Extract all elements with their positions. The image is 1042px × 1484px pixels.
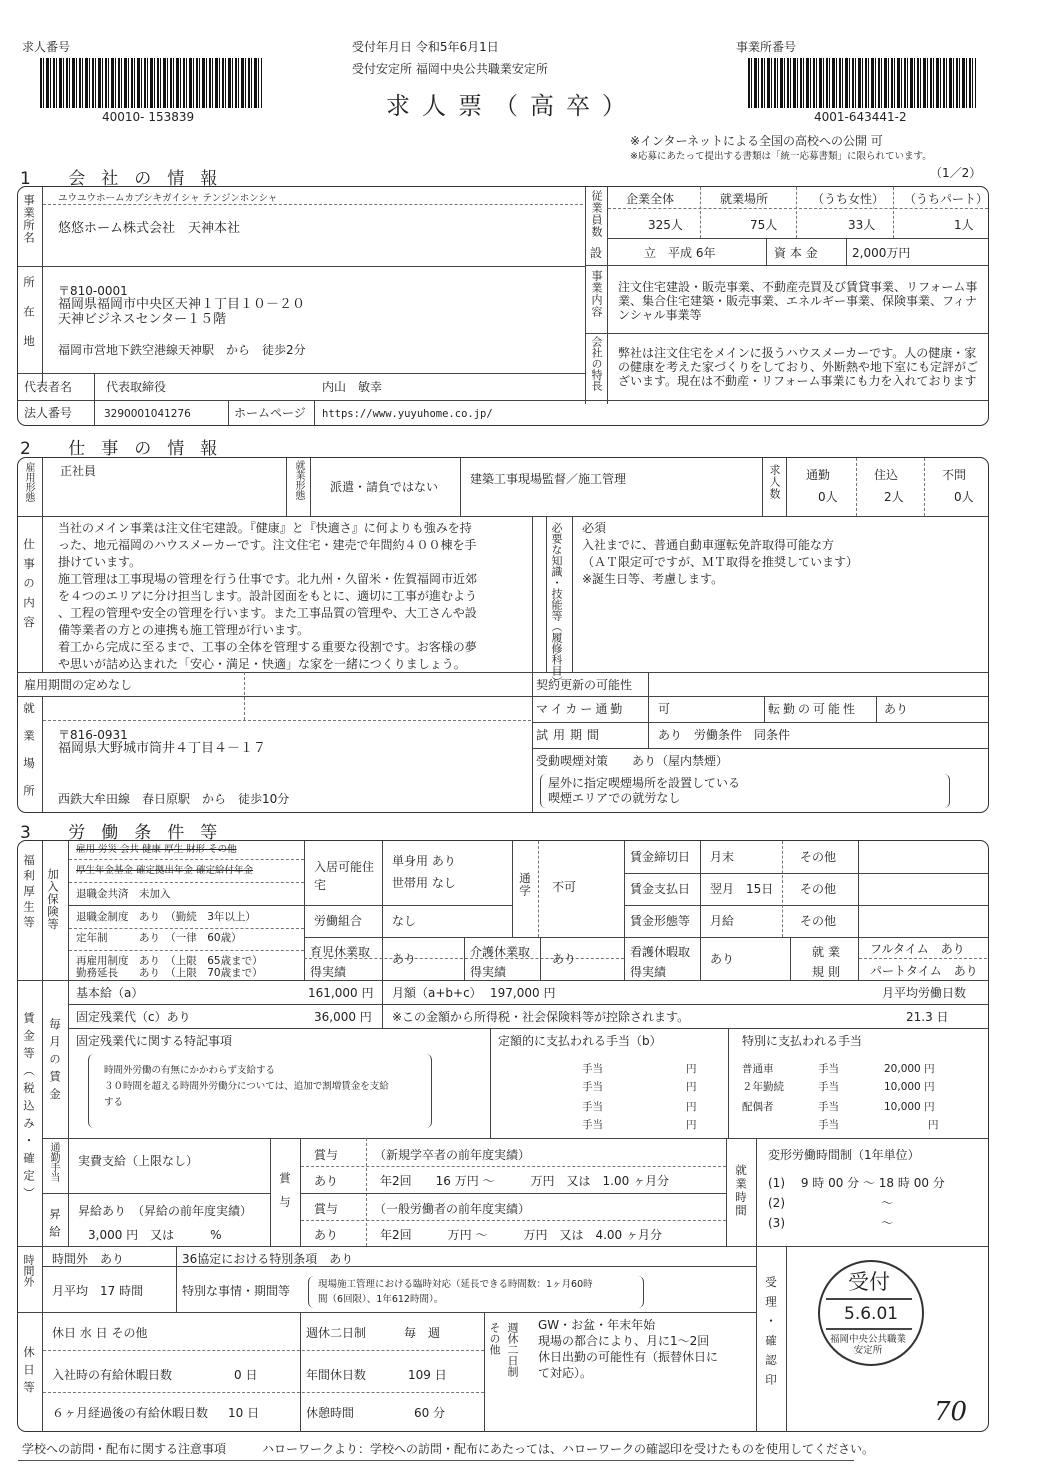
teate-yen-1: 円	[686, 1063, 697, 1075]
shukyu-label: 週休二日制	[306, 1326, 367, 1340]
daihyo-title: 代表取締役	[106, 380, 167, 394]
kyujin-bango: 40010- 153839	[102, 110, 195, 124]
sonota-label: その他	[488, 1322, 501, 1355]
teate-4: 手当	[582, 1119, 603, 1131]
shokushu: 建築工事現場監督／施工管理	[470, 472, 627, 486]
tsugaku-label: 通学	[518, 872, 532, 897]
gw-line2: 現場の都合により、月に1〜2回	[538, 1334, 710, 1348]
tokucho-line2: の健康を考えた家づくりをしており、外断熱や地下室にも定評がご	[618, 360, 979, 374]
taishoku-seido: 退職金制度 あり （勤続 3年以上）	[76, 911, 256, 923]
n-kigyo: 325人	[648, 218, 683, 232]
toku-amount-4: 円	[928, 1119, 939, 1131]
kojo-note: ※この金額から所得税・社会保険料等が控除されます。	[392, 1010, 690, 1024]
gw-line3: 休日出勤の可能性有（振替休日に	[538, 1350, 719, 1364]
shugyo-jikan-label: 就業時間	[734, 1164, 748, 1218]
kotei-label: 固定残業代（c）あり	[76, 1010, 191, 1024]
heikin: 21.3 日	[906, 1010, 949, 1024]
setsuritsu-label: 設 立	[590, 246, 663, 260]
shoyo1-line: 年2回 16 万円 〜 万円 又は 1.00 ヶ月分	[380, 1174, 670, 1188]
fukuri-label: 福利厚生等	[22, 854, 36, 932]
teate-yen-4: 円	[686, 1119, 697, 1131]
naiyo-line: った、地元福岡のハウスメーカーです。注文住宅・建売で年間約４００棟を手	[58, 538, 477, 552]
n-josei: 33人	[848, 218, 876, 232]
toku-name-3: 配偶者	[742, 1101, 774, 1113]
handwritten-number: 70	[934, 1397, 968, 1427]
naiyo-label: 仕事の内容	[22, 538, 36, 636]
teate-yen-2: 円	[686, 1081, 697, 1093]
shugyo-addr: 福岡県大野城市筒井４丁目４－１７	[58, 741, 267, 756]
page-title: 求人票（高卒）	[386, 92, 638, 120]
company-kana: ユウユウホームカブシキガイシャ テンジンホンシャ	[58, 193, 278, 204]
kitsuen-line2: 喫煙エリアでの就労なし	[548, 791, 681, 805]
jigyo-label: 事業内容	[590, 270, 603, 318]
tsukin-teate: 実費支給（上限なし）	[78, 1154, 199, 1168]
naiyo-line: 着工から完成に至るまで、工事の全体を管理する重要な役割です。お客様の夢	[58, 640, 477, 654]
kyujin-bango-label: 求人番号	[22, 40, 71, 54]
getsugaku-label: 月額（a+b+c）	[392, 986, 482, 1000]
sonota-3: その他	[800, 914, 837, 928]
taishoku-kyosai: 退職金共済 未加入	[76, 888, 171, 900]
naiyo-line: を４つのエリアに分け担当します。設計図面をもとに、適切に工事が進むよう	[58, 589, 478, 603]
jigyo-line3: ンシャル事業等	[618, 308, 702, 322]
kyukei: 60 分	[414, 1406, 446, 1420]
col-shugyo: 就業場所	[720, 192, 769, 206]
col-josei: （うち女性）	[812, 192, 885, 206]
shoyo1-label: 賞与	[314, 1148, 339, 1162]
toku-teate-2: 手当	[818, 1081, 839, 1093]
shimebi-label: 賃金締切日	[630, 850, 691, 864]
naiyo-line: 施工管理は工事現場の管理を行う仕事です。北九州・久留米・佐賀福岡市近郊	[58, 572, 478, 586]
tenkin-label: 転勤の可能性	[768, 702, 859, 716]
gw-line1: GW・お盆・年末年始	[538, 1318, 656, 1332]
shugyo-kisoku-label: 就業規則	[812, 945, 845, 979]
jikan-1: (1) 9 時 00 分 〜 18 時 00 分	[768, 1176, 945, 1190]
haken: 派遣・請負ではない	[330, 480, 439, 494]
yukyu-6: 10 日	[228, 1406, 260, 1420]
hojin-number: 3290001041276	[104, 408, 191, 420]
hojin-label: 法人番号	[24, 406, 73, 420]
shukyu2-label: 週休二日制	[506, 1322, 519, 1377]
tokubetsu-note2: 間（6回限）、1年612時間）。	[318, 1294, 444, 1305]
tokubetsu-label: 特別に支払われる手当	[742, 1034, 863, 1048]
mycar: 可	[658, 702, 671, 716]
kitsuen-line1: 屋外に指定喫煙場所を設置している	[548, 776, 741, 790]
shozaichi-label: 所在地	[22, 276, 36, 365]
shiharai: 翌月 15日	[710, 882, 774, 896]
internet-note: ※インターネットによる全国の高校への公開 可	[630, 134, 883, 148]
koyo-keitai: 正社員	[60, 464, 97, 478]
teate-3: 手当	[582, 1101, 603, 1113]
shokyu: 昇給あり （昇給の前年度実績）	[78, 1204, 253, 1218]
uketsuke-date: 受付年月日 令和5年6月1日	[352, 40, 499, 54]
getsugaku: 197,000 円	[490, 986, 556, 1000]
kisoku-full: フルタイム あり	[870, 942, 965, 956]
shoyo2-ari: あり	[314, 1228, 339, 1242]
company-access: 福岡市営地下鉄空港線天神駅 から 徒歩2分	[58, 343, 306, 357]
nenkan: 109 日	[408, 1368, 447, 1382]
toku-name-2: ２年勤続	[742, 1081, 784, 1093]
kyukei-label: 休憩時間	[306, 1406, 355, 1420]
gw-line4: て対応）。	[538, 1366, 593, 1380]
kakunin-label: 受理・確認印	[764, 1276, 778, 1393]
koshin-label: 契約更新の可能性	[536, 678, 633, 692]
jikangai: 時間外 あり	[52, 1252, 125, 1266]
shokyu-label: 昇給	[48, 1208, 62, 1243]
toku-teate-4: 手当	[818, 1119, 839, 1131]
company-addr2: 天神ビジネスセンター１５階	[58, 312, 227, 327]
daihyo-label: 代表者名	[24, 380, 73, 394]
ikuji: あり	[392, 952, 417, 966]
nenkin-struck: 厚生年金基金 確定拠出年金 確定給付年金	[76, 865, 254, 876]
homepage-label: ホームページ	[234, 406, 306, 420]
kisoku-part: パートタイム あり	[870, 964, 978, 978]
kitsuen: あり（屋内禁煙）	[632, 754, 729, 768]
shokyu-amount: 3,000 円 又は %	[88, 1228, 222, 1242]
toku-amount-2: 10,000 円	[884, 1081, 935, 1093]
company-addr1: 福岡県福岡市中央区天神１丁目１０－２０	[58, 297, 306, 312]
kinmu-encho: 勤務延長 あり （上限 70歳まで）	[76, 967, 263, 979]
teigaku-label: 定額的に支払われる手当（b）	[498, 1034, 662, 1048]
section2-title: 2 仕事の情報	[20, 439, 234, 459]
nyukyo-label: 入居可能住宅	[314, 860, 375, 892]
setai: 世帯用 なし	[392, 876, 456, 890]
jugyoin-label: 従業員数	[590, 190, 603, 238]
naiyo-line: 備等業者の方との連携も施工管理が行います。	[58, 623, 310, 637]
kango-label: 看護休暇取得実績	[630, 945, 691, 979]
shugyo-access: 西鉄大牟田線 春日原駅 から 徒歩10分	[58, 792, 290, 806]
shihon: 2,000万円	[852, 246, 911, 260]
toku-teate-1: 手当	[818, 1063, 839, 1075]
heikin-label: 月平均労働日数	[882, 986, 967, 1000]
kihonkyu: 161,000 円	[308, 986, 374, 1000]
maitsuki-label: 毎月の賃金	[48, 1018, 62, 1106]
kumiai-label: 労働組合	[314, 914, 363, 928]
kotei-toki-line: ３０時間を超える時間外労働分については、追加で割増賃金を支給	[104, 1081, 389, 1092]
chingin-label: 賃金等（税込み・確定）	[22, 1012, 36, 1205]
ikuji-label: 育児休業取得実績	[310, 945, 371, 979]
kotei: 36,000 円	[314, 1010, 372, 1024]
yukyu-6-label: ６ヶ月経過後の有給休暇日数	[52, 1406, 209, 1420]
tokubetsu-jijo: 特別な事情・期間等	[182, 1284, 291, 1298]
toku-amount-3: 10,000 円	[884, 1101, 935, 1113]
kango: あり	[710, 952, 735, 966]
kanyu-label: 加入保険等	[46, 868, 60, 931]
teate-1: 手当	[582, 1063, 603, 1075]
gino-line: 必須	[582, 521, 607, 535]
col-kigyo: 企業全体	[626, 192, 675, 206]
jigyosho-mei-label: 事業所名	[22, 194, 36, 244]
job-description	[58, 520, 477, 673]
shiharai-label: 賃金支払日	[630, 882, 691, 896]
kaigo: あり	[552, 952, 577, 966]
jigyo-line2: 業、集合住宅建築・販売事業、エネルギー事業、保険事業、フィナ	[618, 294, 978, 308]
tsukin-teate-label: 通勤手当	[48, 1142, 59, 1182]
oubo-note: ※応募にあたって提出する書類は「統一応募書類」に限られています。	[630, 151, 932, 162]
yukyu-nyusha-label: 入社時の有給休暇日数	[52, 1368, 173, 1382]
teate-2: 手当	[582, 1081, 603, 1093]
toku-teate-3: 手当	[818, 1101, 839, 1113]
keitai: 月給	[710, 914, 735, 928]
footer-text: ハローワークより：学校への訪問・配布にあたっては、ハローワークの確認印を受けたものを使用してください。	[262, 1442, 875, 1456]
kitsuen-label: 受動喫煙対策	[536, 754, 609, 768]
jikan-2: (2) 〜	[768, 1196, 893, 1210]
henkei: 変形労働時間制（1年単位）	[768, 1148, 920, 1162]
naiyo-line: や思いが詰め込まれた「安心・満足・快適」な家を一緒につくりましょう。	[58, 657, 466, 671]
gino-line: ※誕生日等、考慮します。	[582, 572, 724, 586]
kotei-toki-line: 時間外労働の有無にかかわらず支給する	[104, 1065, 276, 1076]
shugyo-basho-label: 就業場所	[22, 702, 36, 812]
col-tsukin: 通勤	[806, 468, 831, 482]
tanshin: 単身用 あり	[392, 854, 456, 868]
kyujinsu-label: 求人数	[768, 464, 781, 500]
stamp-office: 福岡中央公共職業安定所	[829, 1334, 906, 1356]
uketsuke-office: 受付安定所 福岡中央公共職業安定所	[352, 62, 548, 76]
shoyo-label: 賞与	[278, 1172, 292, 1219]
teinen: 定年制 あり （一律 60歳）	[76, 932, 242, 944]
col-part: （うちパート）	[904, 192, 989, 206]
kaigo-label: 介護休業取得実績	[470, 945, 531, 979]
keitai-label: 賃金形態等	[630, 914, 691, 928]
tokucho-line1: 弊社は注文住宅をメインに扱うハウスメーカーです。人の健康・家	[618, 346, 977, 360]
kyujitsu-label: 休日等	[22, 1346, 36, 1399]
n-tsukin: 0人	[818, 490, 838, 504]
jikan-3: (3) 〜	[768, 1216, 893, 1230]
sonota-2: その他	[800, 882, 837, 896]
company-zip: 〒810-0001	[58, 284, 128, 298]
kotei-toki-label: 固定残業代に関する特記事項	[76, 1034, 233, 1048]
saikoyo: 再雇用制度 あり （上限 65歳まで）	[76, 955, 263, 967]
shiyo-label: 試用期間	[536, 728, 605, 742]
kotei-toki-line: する	[104, 1097, 124, 1108]
jigyosho-bango: 4001-643441-2	[814, 110, 907, 124]
naiyo-line: 、工程の管理や安全の管理を行います。また工事品質の管理や、大工さんや設	[58, 606, 477, 620]
tokucho-label: 会社の特長	[590, 336, 603, 391]
shoyo2-desc: （一般労働者の前年度実績）	[374, 1202, 531, 1216]
n-fumon: 0人	[954, 490, 974, 504]
teate-yen-3: 円	[686, 1101, 697, 1113]
shimebi: 月末	[710, 850, 735, 864]
daihyo-name: 内山 敏幸	[322, 380, 383, 394]
naiyo-line: 当社のメイン事業は注文住宅建設。『健康』と『快適さ』に何よりも強みを持	[58, 521, 472, 535]
shoyo1-desc: （新規学卒者の前年度実績）	[374, 1148, 531, 1162]
tsugaku: 不可	[552, 880, 577, 894]
yukyu-nyusha: 0 日	[234, 1368, 258, 1382]
homepage-link[interactable]: https://www.yuyuhome.co.jp/	[322, 408, 493, 420]
jigyosho-bango-label: 事業所番号	[736, 40, 797, 54]
nenkan-label: 年間休日数	[306, 1368, 367, 1382]
naiyo-line: 掛けています。	[58, 555, 142, 569]
n-sumikomi: 2人	[884, 490, 904, 504]
shukyu: 毎 週	[404, 1326, 441, 1340]
toku-amount-1: 20,000 円	[884, 1063, 935, 1075]
hoken-list	[76, 843, 237, 857]
shugyo-keitai-label: 就業形態	[293, 460, 304, 500]
shoyo1-ari: あり	[314, 1174, 339, 1188]
kyujitsu: 休日 水 日 その他	[52, 1326, 148, 1340]
gino-label: 必要な知識・技能等（履修科目）	[550, 522, 563, 687]
page-number: （1／2）	[930, 166, 982, 180]
gino-text	[582, 520, 858, 588]
shiyo: あり 労働条件 同条件	[658, 728, 791, 742]
gino-line: 入社までに、普通自動車運転免許取得可能な方	[582, 538, 835, 552]
hoken-struck: 雇用 労災 会共 健康 厚生 財形 その他	[76, 844, 237, 855]
toku-name-1: 普通車	[742, 1063, 774, 1075]
section1-title: 1 会社の情報	[20, 169, 234, 189]
shihon-label: 資 本 金	[774, 246, 818, 260]
shoyo2-line: 年2回 万円 〜 万円 又は 4.00 ヶ月分	[380, 1228, 662, 1242]
saburoku: 36協定における特別条項 あり	[182, 1252, 354, 1266]
shoyo2-label: 賞与	[314, 1202, 339, 1216]
getsu-heikin: 月平均 17 時間	[52, 1284, 144, 1298]
nenkin-list	[76, 864, 253, 878]
section3-title: 3 労働条件等	[20, 823, 234, 843]
kihonkyu-label: 基本給（a）	[76, 986, 144, 1000]
koyo-kikan: 雇用期間の定めなし	[24, 678, 133, 692]
gino-line: （ＡＴ限定可ですが、ＭＴ取得を推奨しています）	[582, 555, 859, 569]
jikangai-label: 時間外	[22, 1254, 35, 1287]
kumiai: なし	[392, 914, 417, 928]
setsuritsu: 平成 6年	[668, 246, 716, 260]
sonota-1: その他	[800, 850, 837, 864]
shugyo-zip: 〒816-0931	[58, 728, 128, 742]
col-sumikomi: 住込	[874, 468, 899, 482]
n-part: 1人	[954, 218, 974, 232]
jigyo-line1: 注文住宅建設・販売事業、不動産売買及び賃貸事業、リフォーム事	[618, 280, 978, 294]
koyo-label: 雇用形態	[23, 462, 34, 502]
n-shugyo: 75人	[750, 218, 778, 232]
kyujin-barcode	[40, 58, 262, 108]
stamp-date: 5.6.01	[844, 1304, 899, 1324]
stamp-top: 受付	[848, 1270, 890, 1294]
company-name: 悠悠ホーム株式会社 天神本社	[58, 221, 241, 236]
tokucho-line3: ざいます。現在は不動産・リフォーム事業にも力を入れております	[618, 374, 977, 388]
tenkin: あり	[884, 702, 909, 716]
tokubetsu-note1: 現場施工管理における臨時対応（延長できる時間数：1ヶ月60時	[318, 1279, 593, 1290]
jigyosho-barcode	[748, 58, 976, 108]
col-fumon: 不問	[942, 468, 967, 482]
mycar-label: マイカー通勤	[536, 702, 626, 716]
footer-label: 学校への訪問・配布に関する注意事項	[22, 1442, 227, 1456]
